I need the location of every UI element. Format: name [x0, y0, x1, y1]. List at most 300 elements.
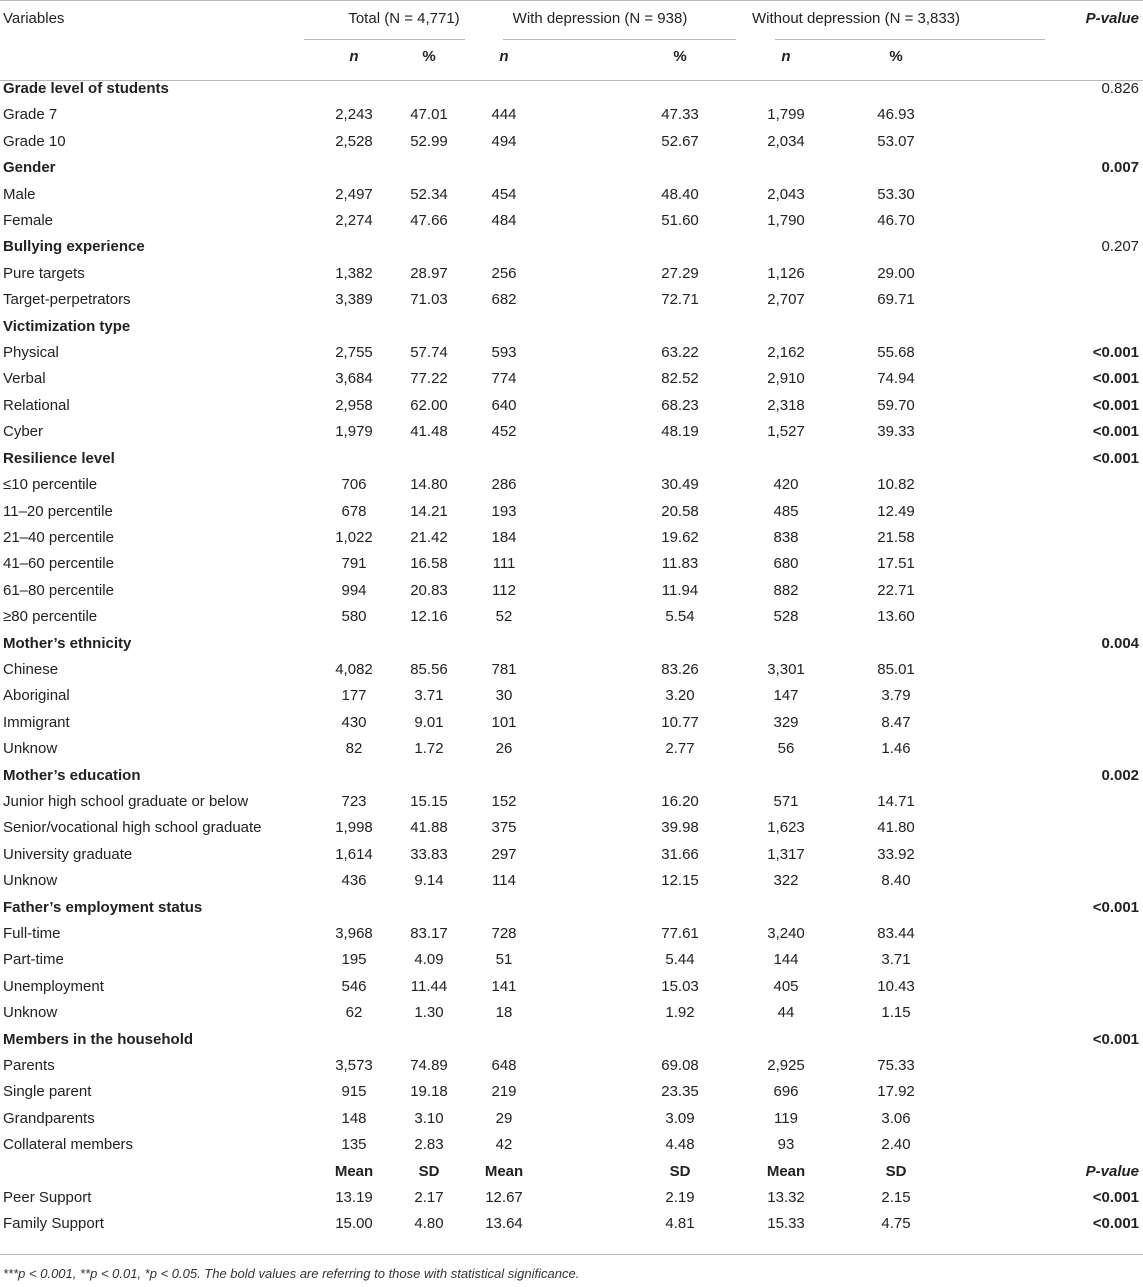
table-row — [0, 393, 1143, 419]
data-cell: 53.07 — [877, 132, 915, 150]
data-cell: 41.88 — [410, 819, 448, 837]
data-cell: 405 — [773, 977, 799, 995]
table-row — [0, 1053, 1143, 1079]
mean-header: Mean — [766, 1162, 806, 1180]
section-header-row — [0, 446, 1143, 472]
data-cell: 55.68 — [877, 344, 915, 362]
data-cell: 56 — [777, 740, 795, 758]
data-cell: 1,799 — [767, 106, 805, 124]
table-row — [0, 657, 1143, 683]
data-cell: 33.83 — [410, 845, 448, 863]
row-pvalue: <0.001 — [1092, 1189, 1140, 1207]
section-header-row — [0, 631, 1143, 657]
row-pvalue — [1046, 921, 1143, 947]
section-header-row — [0, 234, 1143, 260]
data-cell: 286 — [491, 476, 517, 494]
row-pvalue — [1046, 1132, 1143, 1158]
row-label: Target-perpetrators — [3, 291, 131, 309]
empty-cell — [816, 763, 1046, 789]
row-pvalue — [1046, 789, 1143, 815]
section-pvalue: 0.826 — [1101, 80, 1140, 97]
section-pvalue: 0.004 — [1101, 634, 1140, 652]
empty-cell — [384, 895, 464, 921]
section-pvalue: 0.002 — [1101, 766, 1140, 784]
data-cell: 16.20 — [661, 792, 699, 810]
data-cell: 112 — [492, 581, 516, 599]
section-title: Victimization type — [3, 317, 131, 335]
row-pvalue: <0.001 — [1092, 370, 1140, 388]
data-cell: 10.43 — [877, 977, 915, 995]
row-label: Relational — [3, 396, 70, 414]
data-cell: 39.98 — [661, 819, 699, 837]
row-pvalue — [1046, 736, 1143, 762]
table-row — [0, 710, 1143, 736]
row-label: Peer Support — [3, 1189, 92, 1207]
empty-cell — [816, 314, 1046, 340]
section-pvalue: <0.001 — [1092, 449, 1140, 467]
section-title: Mother’s education — [3, 766, 141, 784]
data-cell: 5.44 — [665, 951, 695, 969]
data-cell: 42 — [495, 1136, 513, 1154]
data-cell: 10.82 — [877, 476, 915, 494]
data-cell: 4.09 — [414, 951, 444, 969]
data-cell: 593 — [491, 344, 517, 362]
row-pvalue: <0.001 — [1092, 344, 1140, 362]
total-pct-header: % — [422, 48, 436, 65]
row-pvalue — [1046, 551, 1143, 577]
table-row — [0, 366, 1143, 392]
section-title: Grade level of students — [3, 80, 169, 97]
data-cell: 46.70 — [877, 212, 915, 230]
table-row — [0, 736, 1143, 762]
data-cell: 19.62 — [661, 528, 699, 546]
data-cell: 10.77 — [661, 713, 699, 731]
data-cell: 4,082 — [335, 660, 373, 678]
data-cell: 1,317 — [767, 845, 805, 863]
data-cell: 2,243 — [335, 106, 373, 124]
empty-cell — [544, 314, 736, 340]
data-cell: 3.10 — [414, 1109, 444, 1127]
empty-cell — [464, 234, 544, 260]
empty-cell — [816, 446, 1046, 472]
row-pvalue — [1046, 604, 1143, 630]
data-cell: 3.20 — [665, 687, 695, 705]
data-cell: 12.67 — [485, 1189, 523, 1207]
row-pvalue — [1046, 974, 1143, 1000]
data-cell: 83.44 — [877, 925, 915, 942]
data-cell: 728 — [491, 925, 517, 942]
table-row — [0, 868, 1143, 894]
data-cell: 152 — [491, 792, 517, 810]
data-cell: 494 — [491, 132, 517, 150]
empty-cell — [464, 895, 544, 921]
data-cell: 30.49 — [661, 476, 699, 494]
section-title: Gender — [3, 159, 56, 177]
empty-cell — [384, 155, 464, 181]
row-label: Unknow — [3, 872, 58, 890]
empty-cell — [384, 1027, 464, 1053]
data-cell: 454 — [491, 185, 517, 203]
data-cell: 57.74 — [410, 344, 448, 362]
data-cell: 19.18 — [410, 1083, 448, 1101]
row-pvalue — [1046, 499, 1143, 525]
row-pvalue — [1046, 525, 1143, 551]
empty-cell — [464, 155, 544, 181]
table-row — [0, 1000, 1143, 1026]
data-cell: 18 — [495, 1004, 513, 1022]
data-cell: 1,998 — [335, 819, 373, 837]
table-row — [0, 921, 1143, 947]
data-cell: 791 — [341, 555, 367, 573]
data-cell: 3.71 — [881, 951, 911, 969]
section-header-row — [0, 1027, 1143, 1053]
data-cell: 2.19 — [665, 1189, 695, 1207]
data-cell: 3,389 — [335, 291, 373, 309]
data-cell: 444 — [491, 106, 517, 124]
data-cell: 2,707 — [767, 291, 805, 309]
row-label: Immigrant — [3, 713, 70, 731]
data-cell: 2.77 — [665, 740, 695, 758]
row-label: Family Support — [3, 1215, 104, 1233]
data-cell: 39.33 — [877, 423, 915, 441]
data-cell: 22.71 — [877, 581, 915, 599]
table-row — [0, 815, 1143, 841]
data-cell: 21.42 — [410, 528, 448, 546]
section-pvalue: 0.207 — [1101, 238, 1140, 256]
table-row — [0, 578, 1143, 604]
data-cell: 640 — [491, 396, 517, 414]
data-cell: 17.51 — [877, 555, 915, 573]
table-row — [0, 551, 1143, 577]
row-pvalue — [1046, 815, 1143, 841]
sd-header: SD — [669, 1162, 691, 1180]
empty-cell — [736, 895, 816, 921]
empty-cell — [736, 446, 816, 472]
row-pvalue — [1046, 1053, 1143, 1079]
with-depression-header — [464, 0, 736, 38]
row-label: ≥80 percentile — [3, 608, 98, 626]
data-cell: 29 — [495, 1109, 513, 1127]
empty-cell — [816, 631, 1046, 657]
data-cell: 678 — [341, 502, 367, 520]
empty-cell — [544, 446, 736, 472]
table-row — [0, 499, 1143, 525]
without-depression-header-text: Without depression (N = 3,833) — [752, 10, 961, 27]
section-header-row — [0, 763, 1143, 789]
data-cell: 74.94 — [877, 370, 915, 388]
data-cell: 12.15 — [661, 872, 699, 890]
section-title: Resilience level — [3, 449, 115, 467]
section-pvalue: 0.007 — [1101, 159, 1140, 177]
empty-cell — [464, 1027, 544, 1053]
mean-header-row — [0, 1159, 1143, 1185]
row-pvalue — [1046, 1106, 1143, 1132]
data-cell: 485 — [773, 502, 799, 520]
row-label: 61–80 percentile — [3, 581, 114, 599]
data-cell: 193 — [491, 502, 517, 520]
empty-cell — [284, 76, 384, 102]
data-cell: 29.00 — [877, 264, 915, 282]
row-label: Unemployment — [3, 977, 104, 995]
data-cell: 1.15 — [881, 1004, 911, 1022]
empty-cell — [384, 446, 464, 472]
data-cell: 82 — [345, 740, 363, 758]
data-cell: 85.01 — [877, 660, 915, 678]
data-cell: 48.40 — [661, 185, 699, 203]
data-cell: 27.29 — [661, 264, 699, 282]
empty-cell — [384, 314, 464, 340]
data-cell: 12.16 — [410, 608, 448, 626]
section-header-row — [0, 314, 1143, 340]
data-cell: 680 — [773, 555, 799, 573]
data-cell: 44 — [777, 1004, 795, 1022]
section-pvalue: <0.001 — [1092, 898, 1140, 916]
data-cell: 114 — [492, 872, 516, 890]
row-label: Junior high school graduate or below — [3, 792, 249, 810]
empty-cell — [284, 446, 384, 472]
table-row — [0, 789, 1143, 815]
empty-cell — [384, 76, 464, 102]
row-label: 41–60 percentile — [3, 555, 114, 573]
data-cell: 696 — [773, 1083, 799, 1101]
empty-cell — [816, 895, 1046, 921]
table-row — [0, 1211, 1143, 1237]
data-cell: 23.35 — [661, 1083, 699, 1101]
row-pvalue — [1046, 947, 1143, 973]
row-pvalue — [1046, 710, 1143, 736]
data-cell: 41.48 — [410, 423, 448, 441]
data-cell: 51 — [495, 951, 513, 969]
data-cell: 63.22 — [661, 344, 699, 362]
empty-cell — [384, 631, 464, 657]
data-cell: 26 — [495, 740, 513, 758]
without-depression-header — [736, 0, 1046, 38]
data-cell: 297 — [491, 845, 517, 863]
data-cell: 11.83 — [661, 555, 699, 573]
section-pvalue: <0.001 — [1092, 1030, 1140, 1048]
data-cell: 12.49 — [877, 502, 915, 520]
data-cell: 15.15 — [410, 792, 448, 810]
data-cell: 329 — [773, 713, 799, 731]
table-row — [0, 1106, 1143, 1132]
row-pvalue: <0.001 — [1092, 423, 1140, 441]
data-cell: 571 — [773, 792, 799, 810]
empty-cell — [816, 234, 1046, 260]
data-cell: 83.26 — [661, 660, 699, 678]
data-cell: 47.01 — [410, 106, 448, 124]
data-cell: 15.03 — [661, 977, 699, 995]
data-cell: 2,910 — [767, 370, 805, 388]
data-cell: 1,527 — [767, 423, 805, 441]
data-cell: 1,126 — [767, 264, 805, 282]
row-label: Verbal — [3, 370, 46, 388]
data-cell: 8.40 — [881, 872, 911, 890]
data-cell: 148 — [341, 1109, 367, 1127]
empty-cell — [816, 155, 1046, 181]
empty-cell — [284, 631, 384, 657]
row-pvalue — [1046, 208, 1143, 234]
data-cell: 4.48 — [665, 1136, 695, 1154]
section-title: Members in the household — [3, 1030, 194, 1048]
section-pvalue — [1046, 314, 1143, 340]
table-row — [0, 208, 1143, 234]
data-cell: 3.79 — [881, 687, 911, 705]
empty-cell — [736, 314, 816, 340]
data-cell: 46.93 — [877, 106, 915, 124]
data-cell: 15.00 — [335, 1215, 373, 1233]
data-cell: 2,043 — [767, 185, 805, 203]
mean-pvalue-header: P-value — [1085, 1162, 1140, 1180]
data-cell: 3,240 — [767, 925, 805, 942]
empty-cell — [736, 763, 816, 789]
data-cell: 1,022 — [335, 528, 373, 546]
empty-cell — [544, 631, 736, 657]
data-cell: 52 — [495, 608, 513, 626]
data-cell: 706 — [341, 476, 367, 494]
empty-cell — [464, 446, 544, 472]
data-cell: 13.64 — [485, 1215, 523, 1233]
sd-header: SD — [418, 1162, 440, 1180]
data-cell: 1.46 — [881, 740, 911, 758]
data-cell: 177 — [341, 687, 367, 705]
row-label: Unknow — [3, 740, 58, 758]
empty-cell — [544, 76, 736, 102]
empty-cell — [544, 155, 736, 181]
table-row — [0, 1185, 1143, 1211]
data-cell: 20.83 — [410, 581, 448, 599]
row-label: Pure targets — [3, 264, 85, 282]
table-row — [0, 974, 1143, 1000]
table-row — [0, 102, 1143, 128]
data-cell: 48.19 — [661, 423, 699, 441]
data-cell: 648 — [491, 1057, 517, 1075]
header-row-2 — [0, 38, 1143, 76]
row-label: Unknow — [3, 1004, 58, 1022]
empty-cell — [464, 76, 544, 102]
data-cell: 47.33 — [661, 106, 699, 124]
row-pvalue — [1046, 182, 1143, 208]
bottom-rule — [0, 1254, 1143, 1255]
section-title: Father’s employment status — [3, 898, 203, 916]
empty-cell — [284, 895, 384, 921]
data-cell: 75.33 — [877, 1057, 915, 1075]
data-cell: 436 — [341, 872, 367, 890]
data-cell: 5.54 — [665, 608, 695, 626]
data-cell: 72.71 — [661, 291, 699, 309]
data-cell: 2,274 — [335, 212, 373, 230]
row-pvalue — [1046, 129, 1143, 155]
table-row — [0, 340, 1143, 366]
row-label: ≤10 percentile — [3, 476, 98, 494]
data-cell: 4.81 — [665, 1215, 695, 1233]
row-label: Physical — [3, 344, 59, 362]
section-header-row — [0, 155, 1143, 181]
header-blank-p — [1046, 38, 1143, 76]
data-cell: 1,614 — [335, 845, 373, 863]
row-label: Grade 7 — [3, 106, 58, 124]
data-cell: 13.32 — [767, 1189, 805, 1207]
table-row — [0, 129, 1143, 155]
table-row — [0, 604, 1143, 630]
row-pvalue — [1046, 261, 1143, 287]
row-pvalue — [1046, 102, 1143, 128]
table-row — [0, 1079, 1143, 1105]
data-cell: 111 — [492, 555, 516, 573]
data-cell: 47.66 — [410, 212, 448, 230]
empty-cell — [816, 1027, 1046, 1053]
total-header-text: Total (N = 4,771) — [348, 10, 460, 27]
data-cell: 83.17 — [410, 925, 448, 942]
row-label: Single parent — [3, 1083, 92, 1101]
row-pvalue — [1046, 472, 1143, 498]
data-cell: 420 — [773, 476, 799, 494]
header-blank — [0, 38, 284, 76]
data-cell: 77.22 — [410, 370, 448, 388]
data-cell: 30 — [495, 687, 513, 705]
data-cell: 682 — [491, 291, 517, 309]
empty-cell — [284, 1027, 384, 1053]
variables-header: Variables — [3, 10, 65, 27]
with-n-header: n — [499, 48, 509, 65]
table-row — [0, 525, 1143, 551]
pvalue-header: P-value — [1085, 10, 1140, 27]
row-pvalue — [1046, 683, 1143, 709]
data-cell: 69.08 — [661, 1057, 699, 1075]
empty-cell — [736, 631, 816, 657]
data-cell: 85.56 — [410, 660, 448, 678]
empty-cell — [736, 155, 816, 181]
empty-cell — [284, 763, 384, 789]
data-cell: 3.71 — [414, 687, 444, 705]
row-label: Grade 10 — [3, 132, 66, 150]
data-cell: 9.01 — [414, 713, 444, 731]
data-cell: 723 — [341, 792, 367, 810]
data-cell: 82.52 — [661, 370, 699, 388]
row-label: 21–40 percentile — [3, 528, 114, 546]
row-pvalue — [1046, 657, 1143, 683]
data-cell: 915 — [341, 1083, 367, 1101]
total-n-header: n — [349, 48, 359, 65]
empty-cell — [284, 155, 384, 181]
data-cell: 101 — [491, 713, 517, 731]
data-cell: 14.21 — [410, 502, 448, 520]
data-cell: 144 — [773, 951, 799, 969]
data-cell: 1,790 — [767, 212, 805, 230]
data-cell: 1.72 — [414, 740, 444, 758]
data-cell: 8.47 — [881, 713, 911, 731]
data-cell: 16.58 — [410, 555, 448, 573]
row-pvalue — [1046, 842, 1143, 868]
data-cell: 28.97 — [410, 264, 448, 282]
data-cell: 2,318 — [767, 396, 805, 414]
data-cell: 2,958 — [335, 396, 373, 414]
empty-cell — [736, 76, 816, 102]
row-pvalue: <0.001 — [1092, 1215, 1140, 1233]
data-cell: 15.33 — [767, 1215, 805, 1233]
table-row — [0, 1132, 1143, 1158]
data-cell: 546 — [341, 977, 367, 995]
row-label: Parents — [3, 1057, 55, 1075]
data-cell: 2.17 — [414, 1189, 444, 1207]
with-pct-header: % — [673, 48, 687, 65]
empty-cell — [544, 1027, 736, 1053]
empty-cell — [464, 631, 544, 657]
data-cell: 580 — [341, 608, 367, 626]
row-pvalue — [1046, 287, 1143, 313]
data-cell: 452 — [491, 423, 517, 441]
row-label: Female — [3, 212, 54, 230]
data-cell: 375 — [491, 819, 517, 837]
